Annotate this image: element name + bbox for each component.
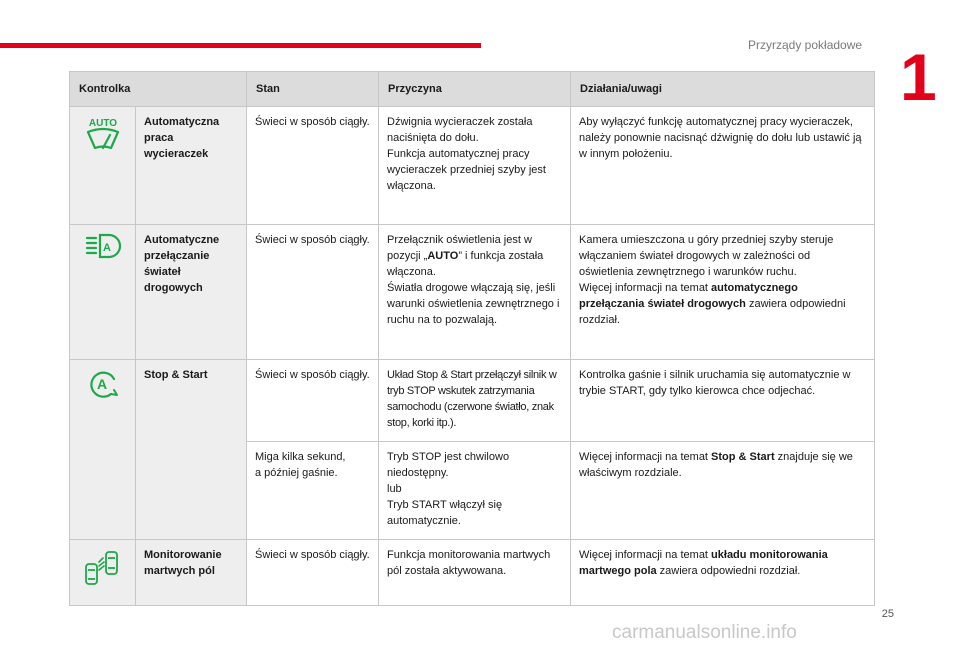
state-cell: Miga kilka sekund, a później gaśnie. bbox=[247, 442, 379, 540]
indicator-table bbox=[69, 71, 875, 606]
action-bold-text: układu monitorowania martwego pola bbox=[579, 549, 828, 577]
action-text: Więcej informacji na temat bbox=[579, 451, 712, 463]
indicator-icon-cell bbox=[70, 360, 136, 540]
table-row bbox=[70, 540, 875, 606]
indicator-icon-cell bbox=[70, 107, 136, 225]
stop-start-icon bbox=[86, 367, 120, 401]
section-title: Przyrządy pokładowe bbox=[748, 38, 863, 52]
action-text: zawiera odpowiedni rozdział. bbox=[579, 298, 846, 326]
svg-text:A: A bbox=[96, 376, 107, 392]
action-bold-text: Stop & Start bbox=[711, 451, 775, 463]
chapter-number: 1 bbox=[900, 40, 937, 114]
action-text: Kamera umieszczona u góry przedniej szyby steruje włączaniem świateł drogowych w zależności od oświetlenia zewnętrznego i warunków ruchu. Więcej informacji na temat bbox=[579, 234, 834, 294]
state-cell: Świeci w sposób ciągły. bbox=[247, 540, 379, 606]
page-number: 25 bbox=[881, 608, 894, 620]
state-cell: Świeci w sposób ciągły. bbox=[247, 107, 379, 225]
col-header-przyczyna: Przyczyna bbox=[379, 72, 571, 107]
action-cell: Aby wyłączyć funkcję automatycznej pracy wycieraczek, należy ponownie nacisnąć dźwignię do dołu lub ustawić ją w innym położeniu. bbox=[571, 107, 875, 225]
indicator-name: Monitorowanie martwych pól bbox=[136, 540, 247, 606]
indicator-name: Automatyczne przełączanie świateł drogowych bbox=[136, 225, 247, 360]
auto-high-beam-icon bbox=[83, 232, 123, 262]
table-header-row bbox=[70, 72, 875, 107]
col-header-stan: Stan bbox=[247, 72, 379, 107]
table-row bbox=[70, 225, 875, 360]
table-row bbox=[70, 360, 875, 442]
svg-text:A: A bbox=[102, 242, 111, 254]
cause-cell: Dźwignia wycieraczek została naciśnięta do dołu. Funkcja automatycznej pracy wycieraczek przedniej szyby jest włączona. bbox=[379, 107, 571, 225]
indicator-name: Automatyczna praca wycieraczek bbox=[136, 107, 247, 225]
indicator-icon-cell bbox=[70, 540, 136, 606]
table-row bbox=[70, 107, 875, 225]
wiper-auto-icon bbox=[83, 115, 123, 157]
action-text: zawiera odpowiedni rozdział. bbox=[656, 565, 801, 577]
cause-cell bbox=[379, 225, 571, 360]
indicator-icon-cell bbox=[70, 225, 136, 360]
col-header-kontrolka: Kontrolka bbox=[70, 72, 247, 107]
indicator-name: Stop & Start bbox=[136, 360, 247, 540]
cause-cell: Układ Stop & Start przełączył silnik w tryb STOP wskutek zatrzymania samochodu (czerwone światło, znak stop, korki itp.). bbox=[379, 360, 571, 442]
cause-cell: Tryb STOP jest chwilowo niedostępny. lub Tryb START włączył się automatycznie. bbox=[379, 442, 571, 540]
watermark-text: carmanualsonline.info bbox=[612, 622, 797, 643]
blind-spot-monitor-icon bbox=[83, 548, 123, 586]
col-header-dzialania: Działania/uwagi bbox=[571, 72, 875, 107]
cause-text: Przełącznik oświetlenia jest w pozycji „ bbox=[387, 234, 532, 262]
action-text: Więcej informacji na temat bbox=[579, 549, 712, 561]
action-cell: Kontrolka gaśnie i silnik uruchamia się automatycznie w trybie START, gdy tylko kierowca chce odjechać. bbox=[571, 360, 875, 442]
wiper-auto-icon-label: AUTO bbox=[88, 118, 117, 129]
action-cell bbox=[571, 442, 875, 540]
action-bold-text: automatycznego przełączania świateł drogowych bbox=[579, 282, 798, 310]
cause-bold-text: AUTO bbox=[427, 250, 459, 262]
action-cell bbox=[571, 540, 875, 606]
cause-text: ” i funkcja została włączona. Światła drogowe włączają się, jeśli warunki oświetlenia zewnętrznego i ruchu na to pozwalają. bbox=[387, 250, 560, 326]
action-text: znajduje się we właściwym rozdziale. bbox=[579, 451, 853, 479]
action-cell bbox=[571, 225, 875, 360]
header-accent-bar bbox=[0, 43, 481, 48]
state-cell: Świeci w sposób ciągły. bbox=[247, 225, 379, 360]
state-cell: Świeci w sposób ciągły. bbox=[247, 360, 379, 442]
cause-cell: Funkcja monitorowania martwych pól została aktywowana. bbox=[379, 540, 571, 606]
